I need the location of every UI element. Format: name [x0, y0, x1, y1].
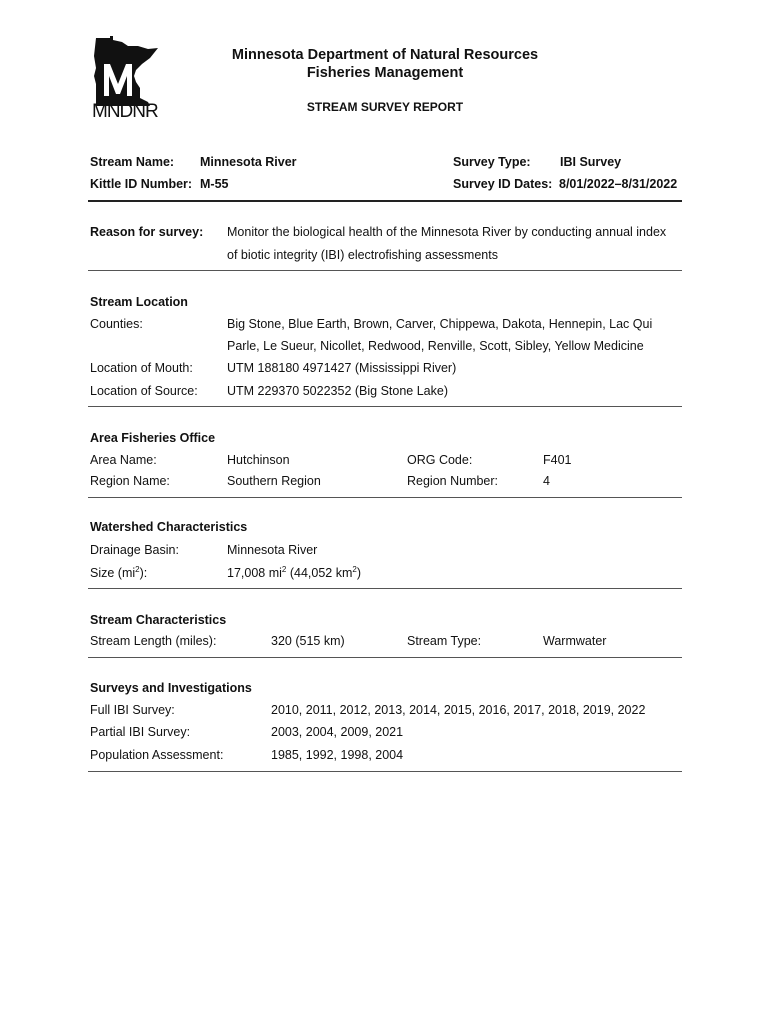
stream-type-label: Stream Type:	[407, 634, 482, 648]
department-title: Minnesota Department of Natural Resources	[231, 47, 539, 63]
watershed-heading: Watershed Characteristics	[90, 520, 248, 534]
survey-dates-value: 8/01/2022–8/31/2022	[559, 177, 678, 191]
division-title: Fisheries Management	[306, 65, 464, 81]
drainage-basin-value: Minnesota River	[227, 543, 318, 557]
size-label: Size $(mi^2)$:	[90, 565, 148, 580]
region-name-label: Region Name:	[90, 474, 170, 488]
counties-line-2: Parle, Le Sueur, Nicollet, Redwood, Renville, Scott, Sibley, Yellow Medicine	[227, 339, 644, 353]
section-divider	[88, 588, 682, 589]
survey-type-label: Survey Type:	[453, 155, 531, 169]
source-value: UTM 229370 5022352 (Big Stone Lake)	[227, 384, 448, 398]
counties-label: Counties:	[90, 317, 143, 331]
reason-label: Reason for survey:	[90, 225, 204, 239]
survey-dates-label: Survey ID Dates:	[453, 177, 553, 191]
survey-type-value: IBI Survey	[560, 155, 622, 169]
mouth-label: Location of Mouth:	[90, 361, 193, 375]
full-ibi-label: Full IBI Survey:	[90, 703, 175, 717]
surveys-heading: Surveys and Investigations	[90, 681, 252, 695]
org-code-label: ORG Code:	[407, 453, 473, 467]
partial-ibi-label: Partial IBI Survey:	[90, 725, 191, 739]
region-name-value: Southern Region	[227, 474, 321, 488]
full-ibi-value: 2010, 2011, 2012, 2013, 2014, 2015, 2016, 2017, 2018, 2019, 2022	[271, 703, 646, 717]
population-assessment-value: 1985, 1992, 1998, 2004	[271, 748, 404, 762]
header-divider	[88, 200, 682, 202]
stream-name-value: Minnesota River	[200, 155, 297, 169]
drainage-basin-label: Drainage Basin:	[90, 543, 179, 557]
office-heading: Area Fisheries Office	[90, 431, 216, 445]
logo-wordmark: MNDNR	[92, 101, 158, 122]
size-value: 17,008 $mi^2$ (44,052 $km^2$)	[227, 565, 361, 580]
partial-ibi-value: 2003, 2004, 2009, 2021	[271, 725, 404, 739]
stream-location-heading: Stream Location	[90, 295, 188, 309]
kittle-id-label: Kittle ID Number:	[90, 177, 193, 191]
kittle-id-value: M-55	[200, 177, 229, 191]
stream-length-value: 320 (515 km)	[271, 634, 345, 648]
stream-length-label: Stream Length (miles):	[90, 634, 217, 648]
counties-line-1: Big Stone, Blue Earth, Brown, Carver, Chippewa, Dakota, Hennepin, Lac Qui	[227, 317, 653, 331]
reason-line-2: of biotic integrity (IBI) electrofishing assessments	[227, 248, 498, 262]
population-assessment-label: Population Assessment:	[90, 748, 224, 762]
region-number-value: 4	[543, 474, 550, 488]
stream-name-label: Stream Name:	[90, 155, 175, 169]
region-number-label: Region Number:	[407, 474, 499, 488]
area-name-label: Area Name:	[90, 453, 157, 467]
stream-characteristics-heading: Stream Characteristics	[90, 613, 227, 627]
section-divider	[88, 657, 682, 658]
source-label: Location of Source:	[90, 384, 198, 398]
org-code-value: F401	[543, 453, 572, 467]
section-divider	[88, 406, 682, 407]
section-divider	[88, 497, 682, 498]
section-divider	[88, 771, 682, 772]
reason-line-1: Monitor the biological health of the Minnesota River by conducting annual index	[227, 225, 667, 239]
area-name-value: Hutchinson	[227, 453, 290, 467]
stream-type-value: Warmwater	[543, 634, 607, 648]
mouth-value: UTM 188180 4971427 (Mississippi River)	[227, 361, 457, 375]
report-title: STREAM SURVEY REPORT	[306, 100, 464, 114]
section-divider	[88, 270, 682, 271]
